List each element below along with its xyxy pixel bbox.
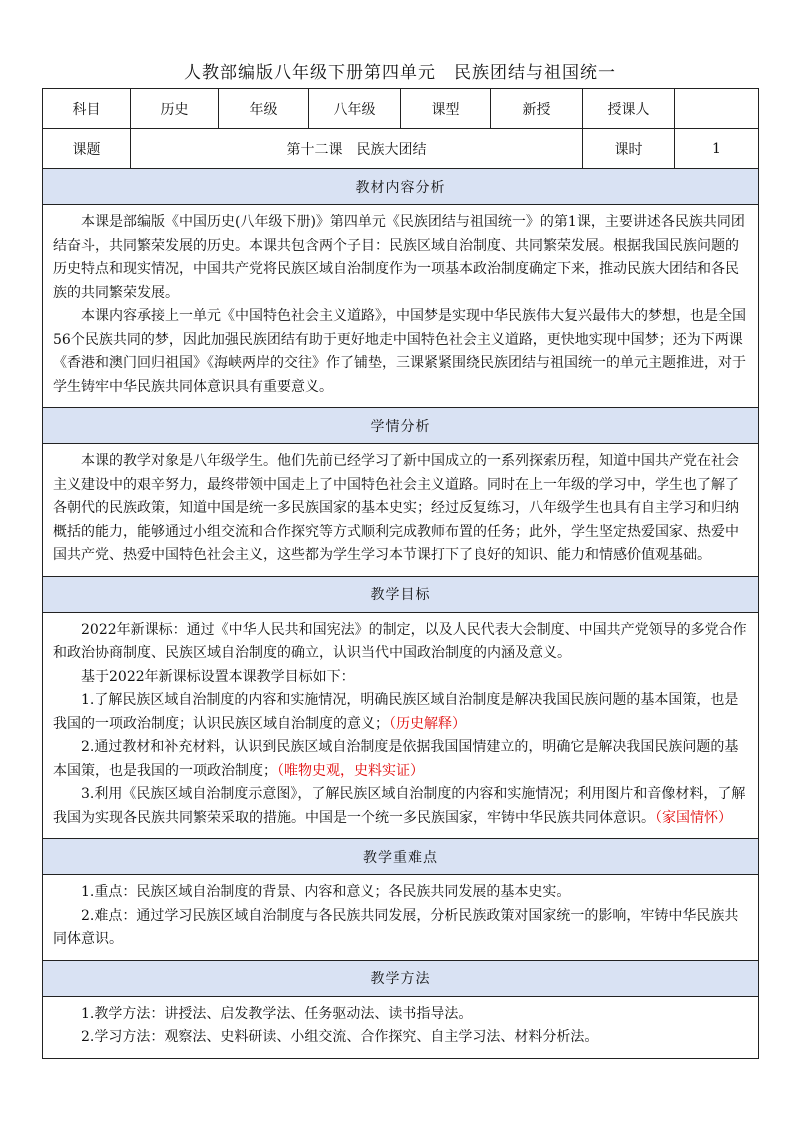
goal-tag: （历史解释） xyxy=(389,715,466,732)
goal-item xyxy=(53,736,748,783)
subject-value: 历史 xyxy=(131,89,219,129)
goal-text: 3.利用《民族区域自治制度示意图》，了解民族区域自治制度的内容和实施情况；利用图片和音像材料，了解我国为实现各民族共同繁荣采取的措施。中国是一个统一多民族国家，牢铸中华民族共同体意识。 xyxy=(53,786,746,826)
lesson-value: 第十二课 民族大团结 xyxy=(131,129,583,169)
paragraph: 1.教学方法：讲授法、启发教学法、任务驱动法、读书指导法。 xyxy=(81,1005,473,1022)
info-row xyxy=(43,89,759,129)
type-value: 新授 xyxy=(491,89,583,129)
section-body-students xyxy=(43,444,759,577)
paragraph: 2.难点：通过学习民族区域自治制度与各民族共同发展，分析民族政策对国家统一的影响，牢铸中华民族共同体意识。 xyxy=(53,907,739,947)
section-heading-students: 学情分析 xyxy=(43,408,759,444)
teacher-label: 授课人 xyxy=(583,89,675,129)
hours-label: 课时 xyxy=(583,129,675,169)
section-heading-methods: 教学方法 xyxy=(43,960,759,996)
section-body-analysis xyxy=(43,205,759,408)
section-heading-keypoints: 教学重难点 xyxy=(43,839,759,875)
paragraph: 本课内容承接上一单元《中国特色社会主义道路》，中国梦是实现中华民族伟大复兴最伟大的梦想，也是全国56个民族共同的梦，因此加强民族团结有助于更好地走中国特色社会主义道路，更快地实现中国梦；还为下两课《香港和澳门回归祖国》《海峡两岸的交往》作了铺垫，三课紧紧围绕民族团结与祖国统一的单元主题推进，对于学生铸牢中华民族共同体意识具有重要意义。 xyxy=(53,308,746,395)
goal-item xyxy=(53,689,748,736)
teacher-value xyxy=(675,89,759,129)
section-heading-goals: 教学目标 xyxy=(43,576,759,612)
goal-tag: （唯物史观，史料实证） xyxy=(277,762,424,779)
goal-item xyxy=(53,783,748,830)
section-body-keypoints xyxy=(43,875,759,961)
goal-tag: （家国情怀） xyxy=(655,809,732,826)
lesson-plan-table xyxy=(42,88,759,1059)
page-title: 人教部编版八年级下册第四单元 民族团结与祖国统一 xyxy=(184,63,616,83)
paragraph: 基于2022年新课标设置本课教学目标如下： xyxy=(81,668,355,685)
goal-text: 1.了解民族区域自治制度的内容和实施情况，明确民族区域自治制度是解决我国民族问题的基本国策，也是我国的一项政治制度；认识民族区域自治制度的意义； xyxy=(53,692,739,732)
grade-label: 年级 xyxy=(219,89,309,129)
lesson-row xyxy=(43,129,759,169)
paragraph: 2.学习方法：观察法、史料研读、小组交流、合作探究、自主学习法、材料分析法。 xyxy=(81,1029,599,1045)
paragraph: 2022年新课标：通过《中华人民共和国宪法》的制定，以及人民代表大会制度、中国共产党领导的多党合作和政治协商制度、民族区域自治制度的确立，认识当代中国政治制度的内涵及意义。 xyxy=(53,621,747,661)
grade-value: 八年级 xyxy=(309,89,401,129)
paragraph: 本课是部编版《中国历史(八年级下册)》第四单元《民族团结与祖国统一》的第1课，主要讲述各民族共同团结奋斗，共同繁荣发展的历史。本课共包含两个子目：民族区域自治制度、共同繁荣发展。根据我国民族问题的历史特点和现实情况，中国共产党将民族区域自治制度作为一项基本政治制度确定下来，推动民族大团结和各民族的共同繁荣发展。 xyxy=(53,214,745,301)
section-body-methods xyxy=(43,996,759,1058)
paragraph: 1.重点：民族区域自治制度的背景、内容和意义；各民族共同发展的基本史实。 xyxy=(81,884,571,900)
section-body-goals xyxy=(43,612,759,839)
type-label: 课型 xyxy=(401,89,491,129)
goal-text: 2.通过教材和补充材料，认识到民族区域自治制度是依据我国国情建立的，明确它是解决我国民族问题的基本国策，也是我国的一项政治制度； xyxy=(53,739,739,779)
paragraph: 本课的教学对象是八年级学生。他们先前已经学习了新中国成立的一系列探索历程，知道中国共产党在社会主义建设中的艰辛努力，最终带领中国走上了中国特色社会主义道路。同时在上一年级的学习中，学生也了解了各朝代的民族政策，知道中国是统一多民族国家的基本史实；经过反复练习，八年级学生也具有自主学习和归纳概括的能力，能够通过小组交流和合作探究等方式顺利完成教师布置的任务；此外，学生坚定热爱国家、热爱中国共产党、热爱中国特色社会主义，这些都为学生学习本节课打下了良好的知识、能力和情感价值观基础。 xyxy=(53,453,739,563)
hours-value: 1 xyxy=(675,129,759,169)
lesson-label: 课题 xyxy=(43,129,131,169)
section-heading-analysis: 教材内容分析 xyxy=(43,169,759,205)
subject-label: 科目 xyxy=(43,89,131,129)
